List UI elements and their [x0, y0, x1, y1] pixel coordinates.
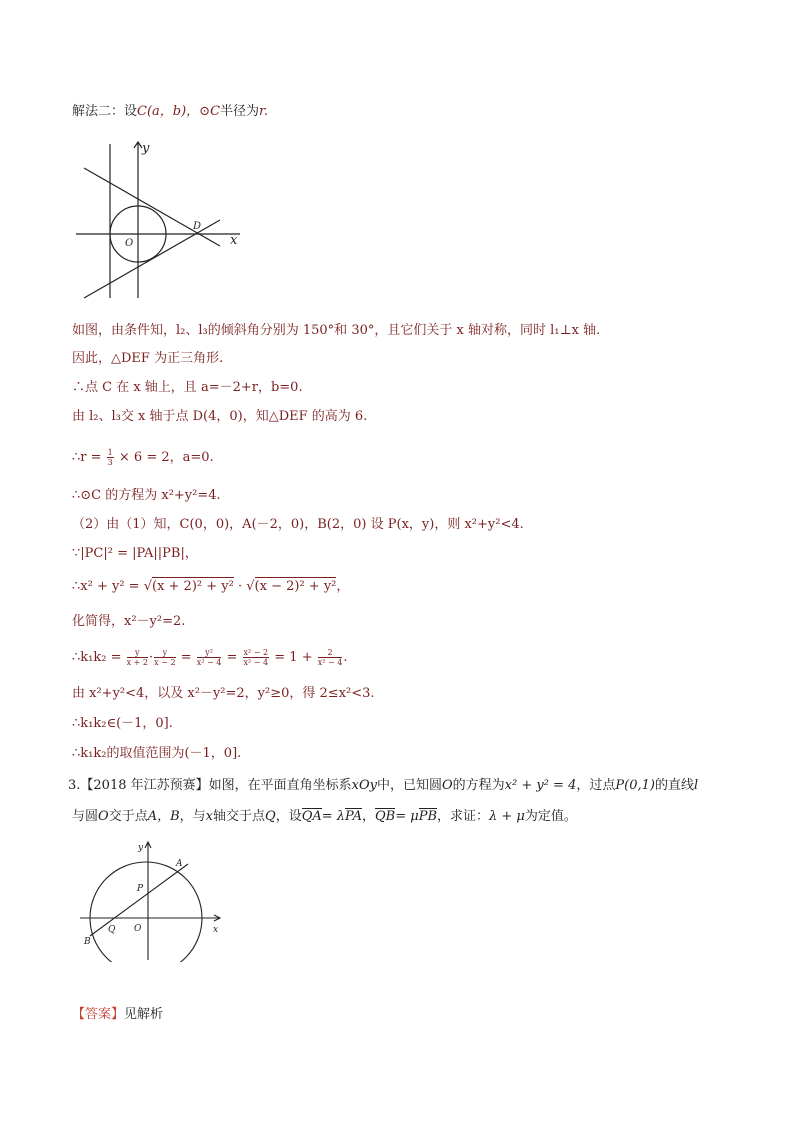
text: ，过点 [576, 778, 616, 793]
text: 交于点 [108, 809, 148, 824]
line-condition: 如图，由条件知，l₂、l₃的倾斜角分别为 150°和 30°，且它们关于 x 轴对称，同时 l₁⊥x 轴. [72, 323, 601, 338]
num: x² − 2 [243, 648, 269, 657]
vector-pa: PA [345, 809, 362, 824]
circle-o [90, 862, 202, 962]
label-d: D [193, 221, 202, 232]
line-range-derivation: 由 x²+y²<4，以及 x²－y²=2，y²≥0，得 2≤x²<3. [72, 686, 375, 701]
text: ∴r = [72, 450, 102, 465]
label-o: O [134, 924, 142, 934]
math: l [693, 778, 699, 793]
figure-circle-line [78, 840, 226, 962]
label-q: Q [108, 925, 116, 935]
text: 的直线 [654, 778, 694, 793]
text: ∴x² + y² = [72, 579, 140, 594]
fraction-f4 [243, 648, 270, 667]
sqrt-term-2: (x − 2)² + y² [254, 579, 337, 594]
text: ， [361, 809, 375, 824]
math: = μ [395, 809, 419, 824]
line-solution2 [72, 103, 268, 121]
label-x: x [213, 925, 219, 935]
line-circle-eq: ∴⊙C 的方程为 x²+y²=4. [72, 488, 221, 503]
text: 半径为 [220, 104, 260, 119]
answer-text: 见解析 [124, 1007, 164, 1022]
label-y: y [142, 141, 150, 156]
line-k-range: ∴k₁k₂的取值范围为(－1，0]. [72, 746, 242, 761]
line-k1k2: ∴k₁k₂ = $\frac{y}{x + 2}$ · $\frac{y}{x - 2}$ = $\frac{\text{y²}}{\text{x² − 4}}$ = $\frac{\text{x² − 2}}{\text{x² − 4}}$ = 1 + $\frac{2}{\text{x² − 4}}$ . [72, 648, 348, 667]
sqrt-symbol: √ [143, 579, 152, 594]
num: y [127, 648, 148, 658]
text: 为定值。 [524, 809, 577, 824]
label-x: x [230, 233, 238, 248]
text: 3.【2018 年江苏预赛】如图，在平面直角坐标系 [68, 778, 352, 793]
vector-qa: QA [301, 809, 322, 824]
line-center: ∴点 C 在 x 轴上，且 a=－2+r，b=0. [72, 380, 303, 395]
label-o: O [125, 238, 134, 249]
line-sqrt-eq [72, 578, 349, 596]
text: = [180, 650, 192, 665]
math: = λ [321, 809, 346, 824]
math: A，B [147, 809, 180, 824]
text: ， [336, 579, 350, 594]
answer-tag: 【答案】 [72, 1007, 125, 1022]
den: x² − 4 [317, 658, 343, 667]
vector-pb: PB [418, 809, 438, 824]
label-y: y [138, 843, 144, 853]
text: ，与 [179, 809, 206, 824]
problem-3-line1 [68, 777, 698, 795]
text: · [237, 579, 243, 594]
text: ，求证： [437, 809, 490, 824]
text: 解法二：设 [72, 104, 138, 119]
den: x² − 4 [196, 658, 222, 667]
math: O [98, 809, 109, 824]
math: λ + μ [489, 809, 525, 824]
text: ，设 [275, 809, 302, 824]
math: O [441, 778, 453, 793]
text: ∴k₁k₂ = [72, 650, 122, 665]
sqrt-symbol: √ [246, 579, 255, 594]
line-equilateral: 因此，△DEF 为正三角形. [72, 351, 224, 366]
num: 2 [318, 648, 343, 658]
vector-qb: QB [375, 809, 396, 824]
problem-3-line2 [72, 808, 577, 826]
den: x − 2 [154, 658, 176, 667]
text: = [226, 650, 238, 665]
label-p: P [137, 884, 144, 894]
math: xOy [351, 778, 377, 793]
text: 中，已知圆 [376, 778, 442, 793]
sqrt-term-1: (x + 2)² + y² [152, 579, 234, 594]
answer-line [72, 1006, 163, 1024]
math: x [205, 809, 214, 824]
line-height: 由 l₂、l₃交 x 轴于点 D(4，0)，知△DEF 的高为 6. [72, 409, 368, 424]
fraction-f3 [197, 648, 222, 667]
den: x + 2 [126, 658, 149, 667]
fraction-one-third [107, 448, 114, 467]
text: = 1 + [274, 650, 313, 665]
fraction-f5 [318, 648, 343, 667]
fraction-f2 [154, 648, 175, 667]
line-part2: （2）由（1）知，C(0，0)，A(－2，0)，B(2，0) 设 P(x，y)，则 x²+y²<4. [72, 517, 524, 532]
den: x² − 4 [243, 658, 269, 667]
line-simplify: 化简得，x²－y²=2. [72, 614, 186, 629]
text: . [343, 650, 348, 665]
text: 的方程为 [452, 778, 505, 793]
num: 1 [107, 448, 113, 457]
line-radius [72, 448, 214, 467]
fraction-f1 [127, 648, 148, 667]
label-a: A [176, 859, 183, 869]
math: Q [265, 809, 276, 824]
figure-triangle-circle [72, 138, 247, 300]
num: y² [197, 648, 222, 658]
text: 轴交于点 [213, 809, 266, 824]
text: C(a，b)，⊙C [137, 104, 221, 119]
num: y [154, 648, 175, 658]
text: r. [259, 104, 268, 119]
text: 与圆 [72, 809, 99, 824]
line-pc: ∵|PC|² = |PA||PB|， [72, 546, 198, 561]
text: × 6 = 2，a=0. [118, 450, 214, 465]
label-b: B [84, 937, 91, 947]
math: x² + y² = 4 [504, 778, 577, 793]
den: 3 [107, 458, 113, 467]
line-k-interval: ∴k₁k₂∈(－1，0]. [72, 716, 173, 731]
math: P(0,1) [615, 778, 655, 793]
